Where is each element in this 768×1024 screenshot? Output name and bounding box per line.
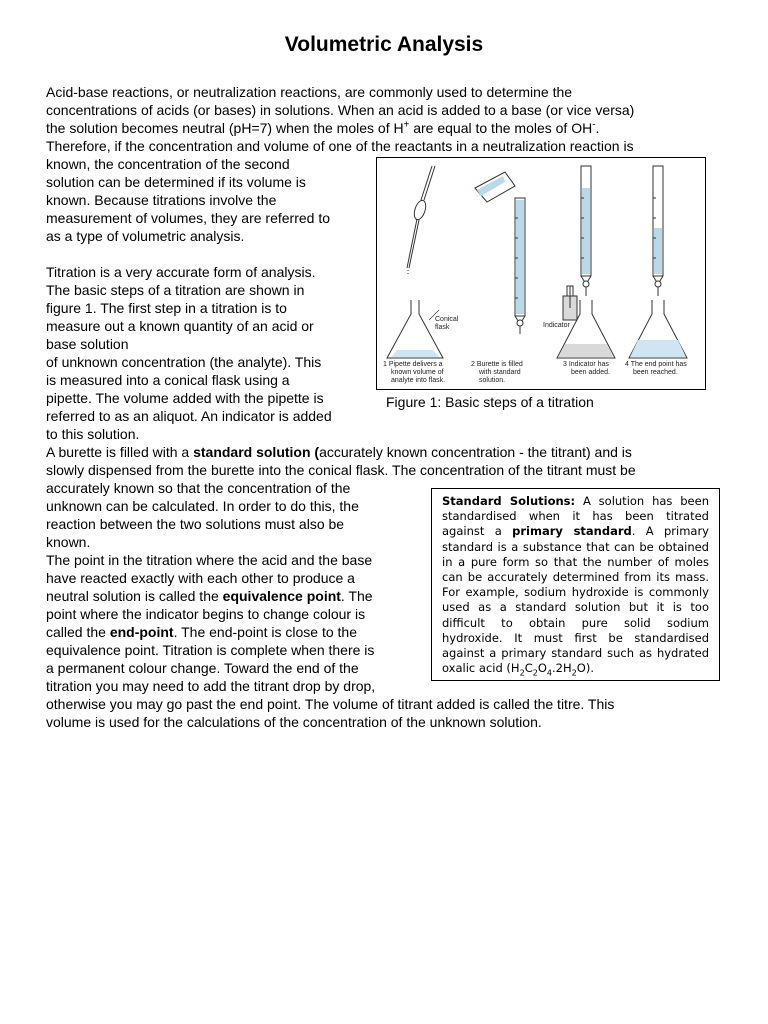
intro-line-9: as a type of volumetric analysis. <box>46 228 245 244</box>
formula-sub-3: 4 <box>546 668 553 678</box>
titration-figure <box>376 157 706 390</box>
titration-line-1: Titration is a very accurate form of analysis. <box>46 264 316 280</box>
formula-sub-4: 2 <box>571 668 577 678</box>
formula-o: O <box>537 661 547 676</box>
titration-line-7: is measured into a conical flask using a <box>46 372 290 388</box>
pipette-icon <box>407 166 435 276</box>
conical-flask-label-2: flask <box>435 324 450 331</box>
titration-line-8: pipette. The volume added with the pipette is <box>46 390 324 406</box>
burette-line-10: point where the indicator begins to change colour is <box>46 606 366 622</box>
burette-line-1 <box>46 443 632 461</box>
burette-4-icon <box>653 166 663 296</box>
burette-line-13: a permanent colour change. Toward the end of the <box>46 660 359 676</box>
burette-line-2: slowly dispensed from the burette into the conical flask. The concentration of the titrant must be <box>46 462 636 478</box>
burette-2-icon <box>515 198 525 334</box>
sidebox-text-2: . A primary standard is a substance that can be obtained in a pure form so that the number of moles can be accurately determined from its mass. For example, sodium hydroxide is commonly used as a standard solution but it is too difficult to obtain pure solid sodium hydroxide. It must first be standardised against a primary standard such as hydrated oxalic acid (H <box>442 524 709 676</box>
figure-caption: Figure 1: Basic steps of a titration <box>386 394 594 410</box>
burette-line-5: reaction between the two solutions must also be <box>46 516 345 532</box>
burette-line-11-c: . The end-point is close to the <box>173 624 358 640</box>
sidebox-heading: Standard Solutions: <box>442 494 576 508</box>
burette-line-15: otherwise you may go past the end point. The volume of titrant added is called the titre. This <box>46 696 615 712</box>
oh-minus-sup: - <box>592 119 596 131</box>
intro-line-1: Acid-base reactions, or neutralization reactions, are commonly used to determine the <box>46 84 573 100</box>
standard-solution-term: standard solution ( <box>193 444 320 460</box>
step1-caption-2: known volume of <box>391 369 444 376</box>
titration-line-2: The basic steps of a titration are shown in <box>46 282 305 298</box>
intro-line-3 <box>46 119 599 137</box>
burette-line-11 <box>46 623 357 641</box>
primary-standard-term: primary standard <box>512 524 632 539</box>
step1-caption-1: 1 Pipette delivers a <box>383 361 443 368</box>
intro-line-3-c: . <box>595 120 600 136</box>
titration-line-5: base solution <box>46 336 129 352</box>
intro-line-6: solution can be determined if its volume is <box>46 174 306 190</box>
titration-line-6: of unknown concentration (the analyte). This <box>46 354 322 370</box>
intro-line-2: concentrations of acids (or bases) in solutions. When an acid is added to a base (or vice versa) <box>46 102 635 118</box>
step3-caption-2: been added. <box>571 369 610 376</box>
burette-line-3: accurately known so that the concentration of the <box>46 480 351 496</box>
formula-sub-2: 2 <box>532 668 538 678</box>
equivalence-point-term: equivalence point <box>222 588 341 604</box>
h-plus-sup: + <box>403 119 410 131</box>
burette-line-16: volume is used for the calculations of the concentration of the unknown solution. <box>46 714 542 730</box>
titration-line-10: to this solution. <box>46 426 140 442</box>
step4-caption-2: been reached. <box>633 369 678 376</box>
burette-line-4: unknown can be calculated. In order to do this, the <box>46 498 359 514</box>
indicator-label: Indicator <box>543 322 570 329</box>
formula-c: C <box>524 661 533 676</box>
burette-line-9-a: neutral solution is called the <box>46 588 223 604</box>
titration-line-4: measure out a known quantity of an acid or <box>46 318 314 334</box>
page-title: Volumetric Analysis <box>284 33 484 56</box>
intro-line-7: known. Because titrations involve the <box>46 192 277 208</box>
formula-sub-1: 2 <box>519 668 525 678</box>
intro-line-8: measurement of volumes, they are referred to <box>46 210 331 226</box>
burette-line-7: The point in the titration where the acid and the base <box>46 552 373 568</box>
end-point-term: end-point <box>109 624 174 640</box>
burette-line-9 <box>46 587 373 605</box>
intro-line-3-b: are equal to the moles of OH <box>409 120 593 136</box>
intro-line-3-a: the solution becomes neutral (pH=7) when the moles of H <box>46 120 404 136</box>
burette-line-12: equivalence point. Titration is complete when there is <box>46 642 375 658</box>
indicator-bottle-icon <box>563 286 577 320</box>
burette-3-icon <box>581 166 591 296</box>
burette-line-8: have reacted exactly with each other to produce a <box>46 570 355 586</box>
standard-solutions-box <box>431 488 720 681</box>
step2-caption-2: with standard <box>479 369 521 376</box>
burette-line-1-c: accurately known concentration - the titrant) and is <box>319 444 632 460</box>
burette-line-14: titration you may need to add the titrant drop by drop, <box>46 678 376 694</box>
step2-caption-3: solution. <box>479 377 506 384</box>
sidebox-text-1: A solution has been standardised when it has been titrated against a <box>442 494 709 539</box>
formula-h: .2H <box>552 661 572 676</box>
conical-flask-4-icon <box>629 300 687 358</box>
formula-end: O). <box>576 661 594 676</box>
intro-line-4: Therefore, if the concentration and volume of one of the reactants in a neutralization reaction is <box>46 138 634 154</box>
step3-caption-1: 3 Indicator has <box>563 361 609 368</box>
conical-flask-label-1: Conical <box>435 316 459 323</box>
burette-line-6: known. <box>46 534 91 550</box>
burette-line-1-a: A burette is filled with a <box>46 444 194 460</box>
titration-line-3: figure 1. The first step in a titration is to <box>46 300 287 316</box>
titration-illustration <box>377 158 707 391</box>
step2-caption-1: 2 Burette is filled <box>471 361 523 368</box>
burette-line-11-a: called the <box>46 624 110 640</box>
intro-line-5: known, the concentration of the second <box>46 156 290 172</box>
burette-line-9-c: . The <box>340 588 373 604</box>
titration-line-9: referred to as an aliquot. An indicator is added <box>46 408 332 424</box>
step1-caption-3: analyte into flask. <box>391 377 446 384</box>
step4-caption-1: 4 The end point has <box>625 361 687 368</box>
beaker-icon <box>475 172 515 202</box>
